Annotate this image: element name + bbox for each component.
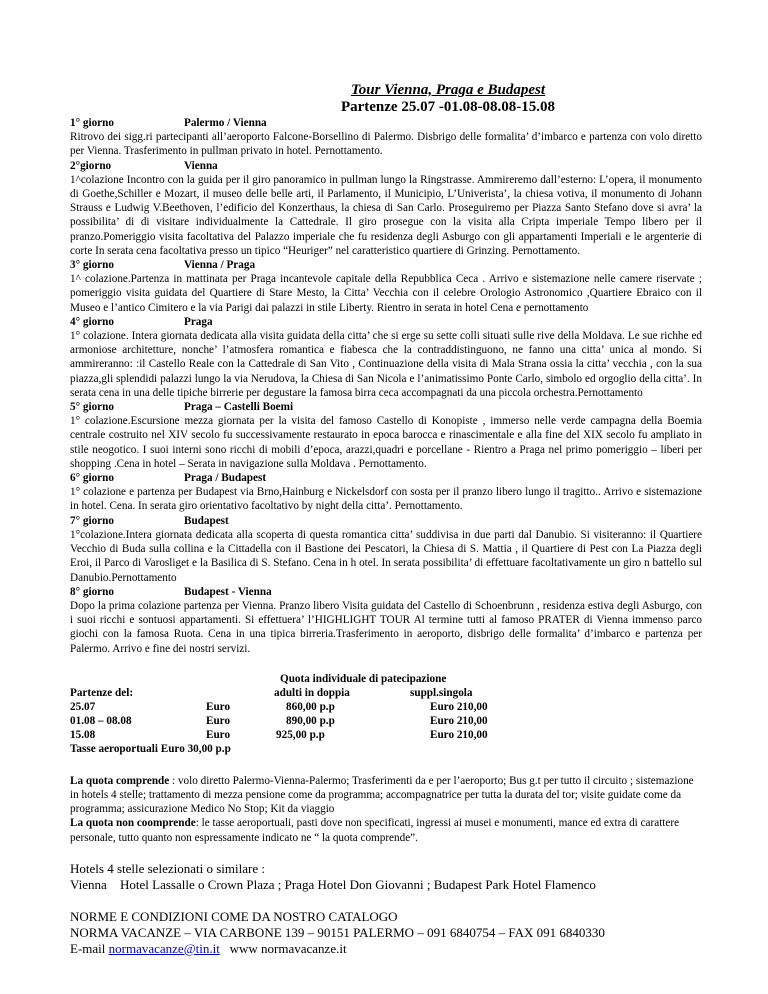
price-currency: Euro bbox=[206, 728, 231, 741]
day-heading: 1° giorno Palermo / Vienna bbox=[70, 117, 267, 129]
price-double: 890,00 p.p bbox=[286, 714, 335, 727]
price-table bbox=[70, 672, 702, 755]
day-description: Dopo la prima colazione partenza per Vienna. Pranzo libero Visita guidata del Castello di Schoenbrunn , residenza estiva degli Asburgo, con i suoi ricchi e sontuosi appartamenti. Si effettuera’ l’HIGHLIGHT TOUR Al termine tutti al famoso PRATER di Vienna immenso parco giochi con la famosa Ruota. Cena in una tipica birreria.Trasferimento in aeroporto, disbrigo delle formalita’ d’imbarco e partenza per Palermo. Arrivo e fine dei nostri servizi. bbox=[70, 599, 702, 655]
price-single: Euro 210,00 bbox=[430, 728, 488, 741]
col-double-header: adulti in doppia bbox=[274, 686, 350, 699]
price-double: 860,00 p.p bbox=[286, 700, 335, 713]
page-title: Tour Vienna, Praga e Budapest bbox=[350, 82, 546, 98]
price-date: 01.08 – 08.08 bbox=[70, 714, 132, 727]
document-page bbox=[70, 82, 702, 957]
departure-dates: Partenze 25.07 -01.08-08.08-15.08 bbox=[340, 99, 556, 115]
price-single: Euro 210,00 bbox=[430, 714, 488, 727]
price-single: Euro 210,00 bbox=[430, 700, 488, 713]
partenze-label: Partenze del: bbox=[70, 686, 134, 699]
hotels-heading: Hotels 4 stelle selezionati o similare : bbox=[70, 860, 265, 876]
day-description: 1^colazione Incontro con la guida per il giro panoramico in pullman lungo la Ringstrasse. Ammireremo dall’esterno: L’opera, il monumento di Goethe,Schiller e Mozart, il museo delle belle arti, il Parlamento, il Municipio, L’Univerista’, la chiesa votiva, il monumento di Johann Strauss e Ludwig V.Beethoven, l’edificio del Konzerthaus, la chiesa di San Carlo. Proseguiremo per Piazza Santo Stefano dove si avra’ la possibilita’ di di visitare individualmente la Cattedrale. Il giro prosegue con la visita alla Cripta imperiale Tempo libero per il pranzo.Pomeriggio visita facoltativa del Palazzo imperiale che fu residenza degli Asburgo con gli appartamenti Imperiali e le argenterie di corte In serata cena facoltativa presso un tipico “Heuriger” nel caratteristico quartiere di Grinzing. Pernottamento. bbox=[70, 173, 702, 257]
day-heading: 4° giorno Praga bbox=[70, 315, 213, 328]
excludes-text: : le tasse aeroportuali, pasti dove non specificati, ingressi ai musei e monumenti, mance ed extra di carattere personale, tutto quanto non espressamente indicato ne “ la quota comprende”. bbox=[70, 817, 680, 844]
footer-address: NORMA VACANZE – VIA CARBONE 139 – 90151 PALERMO – 091 6840754 – FAX 091 6840330 bbox=[70, 924, 605, 940]
hotels-section bbox=[70, 861, 702, 893]
day-description: 1° colazione. Intera giornata dedicata alla visita guidata della citta’ che si erge su sette colli situati sulle rive della Moldava. Le sue richhe ed armoniose architetture, nonche’ l’atmosfera romantica e fiabesca che la contraddistinguono, ne fanno una citta’ unica al mondo. Si ammireranno: :il Castello Reale con la Cattedrale di San Vito , Continuazione della visita di Mala Strana ossia la citta’ vecchia , con la sua piazza,gli splendidi palazzi lungo la via Nerudova, la Chiesa di San Nicola e l’animatissimo Ponte Carlo, simbolo ed orgoglio della citta’. In serata cena in una delle tipiche birrerie per degustare la famosa birra ceca accompagnati da una piccola orchestra.Pernottamento bbox=[70, 330, 702, 399]
price-currency: Euro bbox=[206, 714, 231, 727]
footer-terms: NORME E CONDIZIONI COME DA NOSTRO CATALOGO bbox=[70, 908, 398, 924]
website-text: www normavacanze.it bbox=[229, 940, 347, 956]
day-heading: 2°giorno Vienna bbox=[70, 159, 218, 172]
email-link[interactable]: normavacanze@tin.it bbox=[108, 940, 220, 956]
includes-label: La quota comprende bbox=[70, 774, 170, 787]
quota-heading: Quota individuale di patecipazione bbox=[280, 672, 447, 685]
price-double: 925,00 p.p bbox=[276, 728, 325, 741]
day-description: 1° colazione.Escursione mezza giornata per la visita del famoso Castello di Konopiste , immerso nelle verde campagna della Boemia centrale costruito nel XIV secolo fu successivamente restaurato in epoca barocca e rinascimentale e alla fine del XIX secolo fu ampliato in stile neogotico. I suoi interni sono ricchi di mobili d’epoca, arazzi,quadri e porcellane - Rientro a Praga nel primo pomeriggio – liberi per shopping .Cena in hotel – Serata in navigazione sulla Moldava . Pernottamento. bbox=[70, 415, 702, 470]
day-description: 1° colazione e partenza per Budapest via Brno,Hainburg e Nickelsdorf con sosta per il pranzo libero lungo il tragitto.. Arrivo e sistemazione in hotel. Cena. In serata giro orientativo facoltativo by night della citta’. Pernottamento. bbox=[70, 486, 702, 513]
footer bbox=[70, 909, 702, 957]
day-heading: 5° giorno Praga – Castelli Boemi bbox=[70, 401, 294, 414]
footer-contacts bbox=[70, 941, 702, 957]
itinerary bbox=[70, 116, 702, 656]
day-description: 1°colazione.Intera giornata dedicata alla scoperta di questa romantica citta’ suddivisa in due parti dal Danubio. Si visiteranno: il Quartiere Vecchio di Buda sulla collina e la Cittadella con il Bastione dei Pescatori, la Chiesa di S. Mattia , il Quartiere di Pest con La Piazza degli Eroi, il Parco di Varosliget e la Basilica di S. Stefano. Cena in h otel. In serata possibilita’ di effettuare facoltativamente un giro n battello sul Danubio.Pernottamento bbox=[70, 528, 702, 584]
hotels-list: Hotel Lassalle o Crown Plaza ; Praga Hotel Don Giovanni ; Budapest Park Hotel Flamenco bbox=[120, 876, 596, 892]
email-label: E-mail bbox=[70, 940, 109, 956]
day-heading: 3° giorno Vienna / Praga bbox=[70, 259, 256, 272]
day-description: Ritrovo dei sigg.ri partecipanti all’aeroporto Falcone-Borsellino di Palermo. Disbrigo delle formalita’ d’imbarco e partenza con volo diretto per Vienna. Trasferimento in pullman privato in hotel. Pernottamento. bbox=[70, 131, 702, 158]
includes-text: : volo diretto Palermo-Vienna-Palermo; Trasferimenti da e per l’aeroporto; Bus g.t per tutto il circuito ; sistemazione in hotels 4 stelle; trattamento di mezza pensione come da programma; accompagnatrice per tutta la durata del tor; visite guidate come da programma; assicurazione Medico No Stop; Kit da viaggio bbox=[70, 774, 694, 816]
price-date: 25.07 bbox=[70, 700, 96, 713]
col-single-header: suppl.singola bbox=[410, 686, 473, 699]
excludes-label: La quota non coomprende bbox=[70, 817, 196, 830]
day-description: 1^ colazione.Partenza in mattinata per Praga incantevole capitale della Repubblica Ceca . Arrivo e sistemazione nelle camere riservate ; pomeriggio visita guidata del Quartiere di Stare Mesto, la Citta’ Vecchia con il celebre Orologio Astronomico ,Quartiere Ebraico con il Museo e l’antico Cimitero e la via Parigi dai palazzi in stile Liberty. Rientro in serata in hotel Cena e pernottamento bbox=[70, 273, 702, 314]
includes-section bbox=[70, 774, 702, 845]
hotels-list-line bbox=[70, 877, 702, 893]
hotels-city: Vienna bbox=[70, 876, 107, 892]
price-date: 15.08 bbox=[70, 728, 96, 741]
day-heading: 8° giorno Budapest - Vienna bbox=[70, 585, 272, 598]
day-heading: 6° giorno Praga / Budapest bbox=[70, 472, 267, 485]
airport-taxes: Tasse aeroportuali Euro 30,00 p.p bbox=[70, 742, 231, 755]
day-heading: 7° giorno Budapest bbox=[70, 514, 229, 527]
price-currency: Euro bbox=[206, 700, 231, 713]
